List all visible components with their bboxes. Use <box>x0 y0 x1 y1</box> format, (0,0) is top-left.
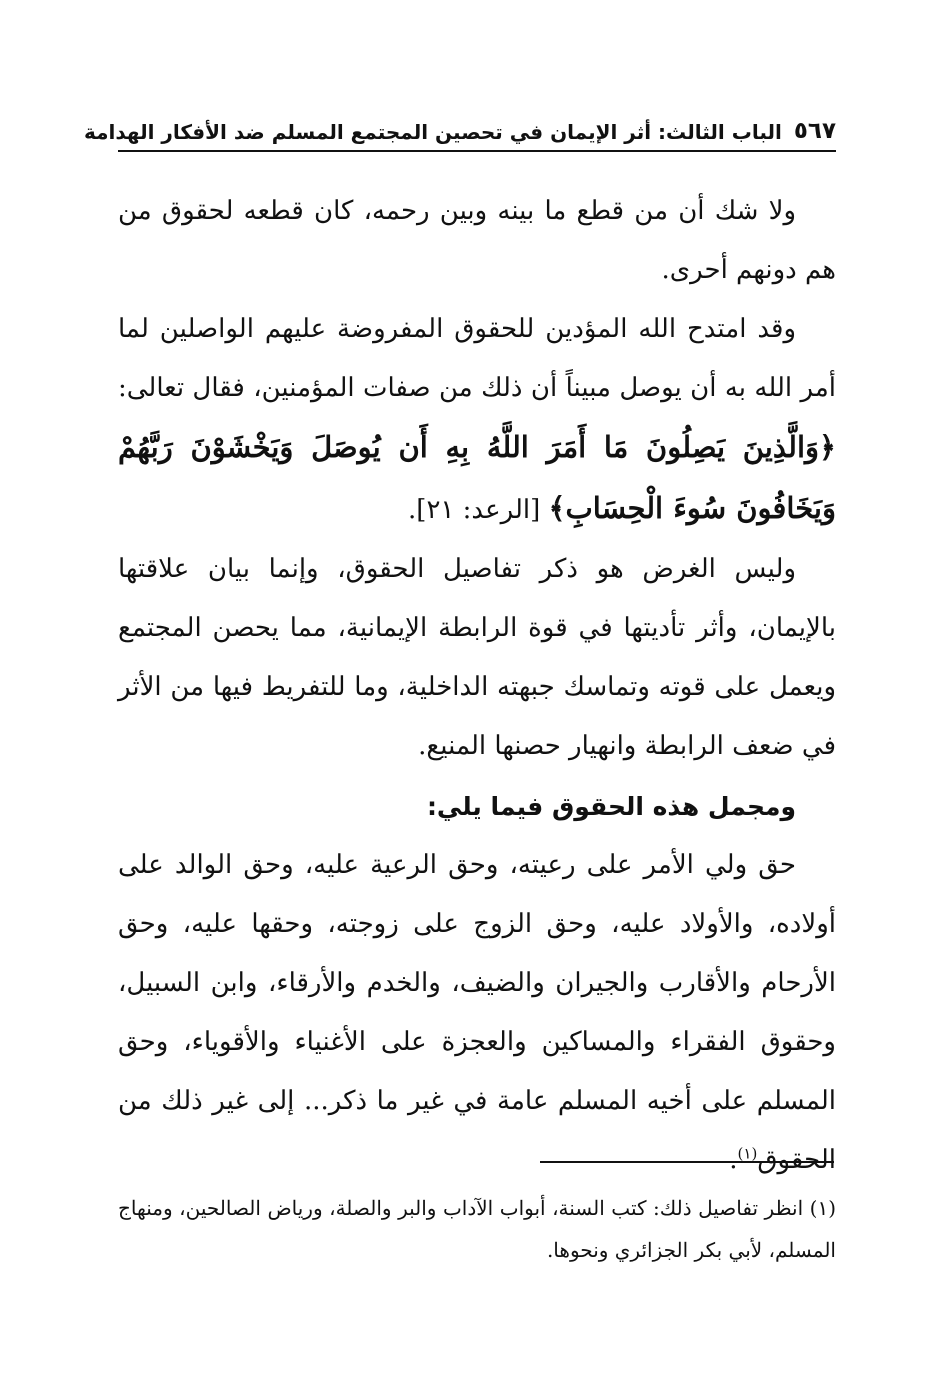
page-number: ٥٦٧ <box>793 118 836 144</box>
paragraph-2-text: وقد امتدح الله المؤدين للحقوق المفروضة عليهم الواصلين لما أمر الله به أن يوصل مبيناً أن ذلك من صفات المؤمنين، فقال تعالى: <box>118 314 836 403</box>
quran-verse: ﴿وَالَّذِينَ يَصِلُونَ مَا أَمَرَ اللَّهُ بِهِ أَن يُوصَلَ وَيَخْشَوْنَ رَبَّهُمْ وَيَخَافُونَ سُوءَ الْحِسَابِ﴾ <box>118 430 836 525</box>
footnote-marker: (١) <box>737 1144 758 1163</box>
main-text <box>118 182 836 1190</box>
paragraph-4-end: . <box>729 1145 738 1175</box>
running-header <box>83 112 836 152</box>
paragraph-4-text: حق ولي الأمر على رعيته، وحق الرعية عليه، وحق الوالد على أولاده، والأولاد عليه، وحق الزوج على زوجته، وحقها عليه، وحق الأرحام والأقارب والجيران والضيف، والخدم والأرقاء، وابن السبيل، وحقوق الفقراء والمساكين والعجزة على الأغنياء والأقوياء، وحق المسلم على أخيه المسلم عامة في غير ما ذكر... إلى غير ذلك من الحقوق <box>118 850 836 1175</box>
footnote-divider <box>540 1161 834 1163</box>
verse-reference: [الرعد: ٢١]. <box>408 495 549 525</box>
chapter-title: الباب الثالث: أثر الإيمان في تحصين المجتمع المسلم ضد الأفكار الهدامة <box>83 120 782 144</box>
paragraph-2 <box>118 300 836 540</box>
paragraph-1: ولا شك أن من قطع ما بينه وبين رحمه، كان قطعه لحقوق من هم دونهم أحرى. <box>118 196 836 285</box>
paragraph-4 <box>118 836 836 1190</box>
paragraph-3: وليس الغرض هو ذكر تفاصيل الحقوق، وإنما بيان علاقتها بالإيمان، وأثر تأديتها في قوة الرابطة الإيمانية، مما يحصن المجتمع ويعمل على قوته وتماسك جبهته الداخلية، وما للتفريط فيها من الأثر في ضعف الرابطة وانهيار حصنها المنيع. <box>118 554 836 761</box>
section-subheading: ومجمل هذه الحقوق فيما يلي: <box>426 792 796 821</box>
footnote: (١) انظر تفاصيل ذلك: كتب السنة، أبواب الآداب والبر والصلة، ورياض الصالحين، ومنهاج المسلم، لأبي بكر الجزائري ونحوها. <box>118 1196 836 1262</box>
